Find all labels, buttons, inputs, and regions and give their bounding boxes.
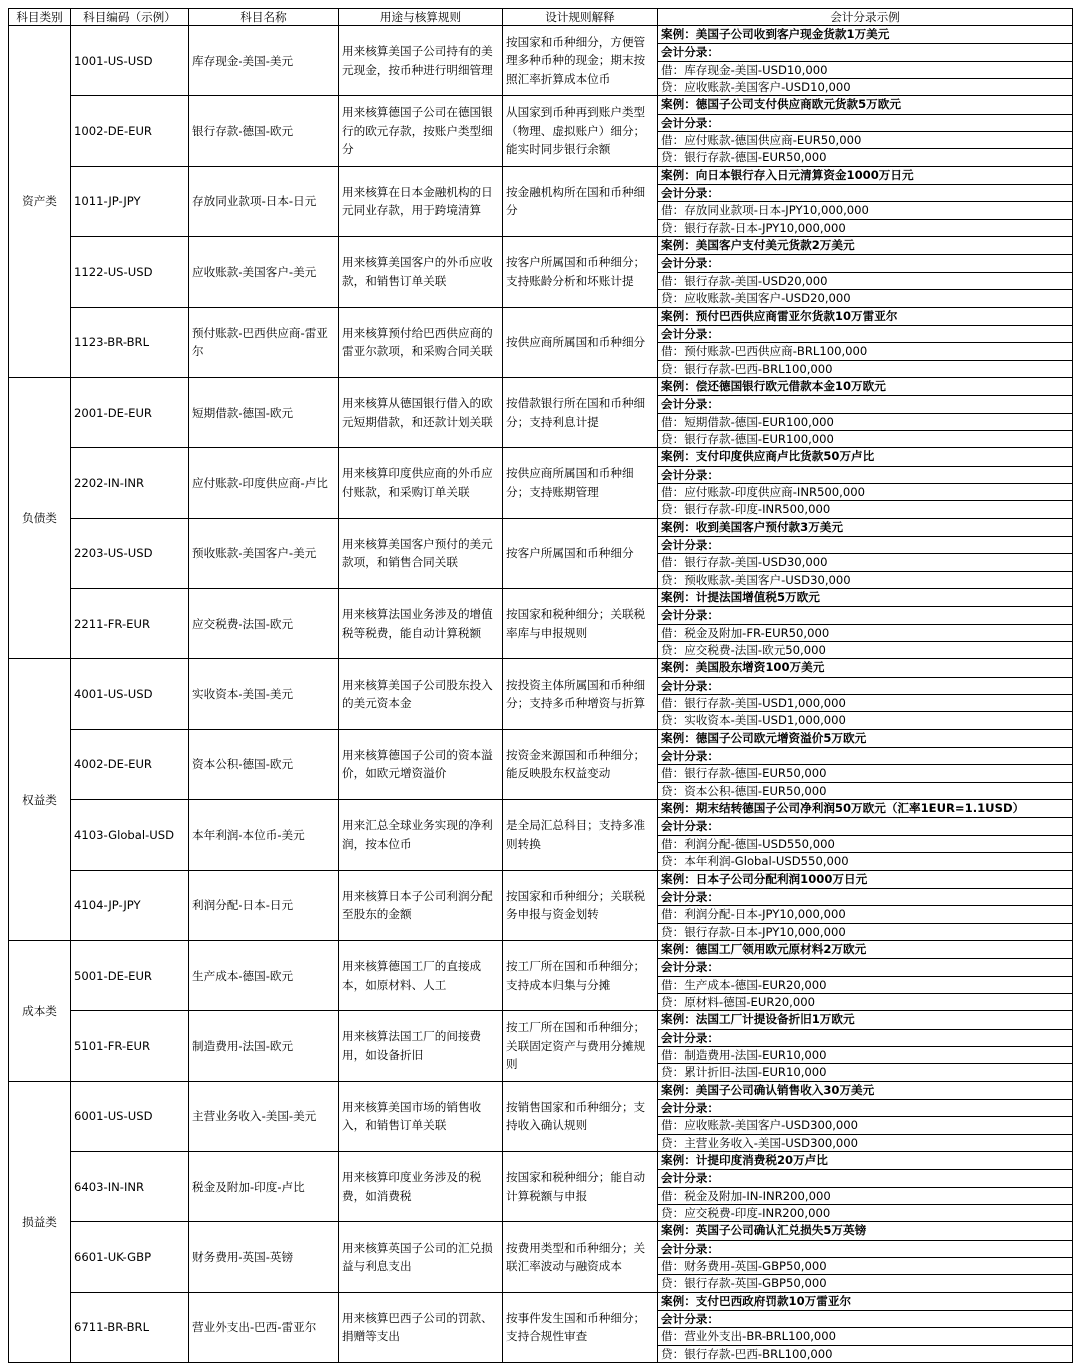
- header-name: 科目名称: [189, 9, 339, 26]
- entry-heading: 会计分录：: [658, 254, 1072, 271]
- account-category: 成本类: [9, 940, 71, 1081]
- usage-rule: 用来核算美国子公司持有的美元现金，按币种进行明细管理: [339, 26, 503, 96]
- table-row: [9, 518, 1073, 588]
- entry-heading: 会计分录：: [658, 1099, 1072, 1116]
- usage-rule: 用来核算美国市场的销售收入，和销售订单关联: [339, 1081, 503, 1151]
- account-code: 5001-DE-EUR: [71, 940, 189, 1010]
- debit-line: 借：预付账款-巴西供应商-BRL100,000: [658, 342, 1072, 359]
- account-code: 1123-BR-BRL: [71, 307, 189, 377]
- credit-line: 贷：应收账款-美国客户-USD20,000: [658, 289, 1072, 306]
- journal-entry-example: [658, 518, 1073, 588]
- table-row: [9, 1081, 1073, 1151]
- header-code: 科目编码（示例）: [71, 9, 189, 26]
- usage-rule: 用来核算日本子公司利润分配至股东的金额: [339, 870, 503, 940]
- chart-of-accounts-table: [8, 8, 1073, 1363]
- debit-line: 借：库存现金-美国-USD10,000: [658, 61, 1072, 78]
- account-name: 资本公积-德国-欧元: [189, 729, 339, 799]
- table-row: [9, 166, 1073, 236]
- account-code: 1001-US-USD: [71, 26, 189, 96]
- usage-rule: 用来核算印度供应商的外币应付账款，和采购订单关联: [339, 448, 503, 518]
- credit-line: 贷：银行存款-日本-JPY10,000,000: [658, 219, 1072, 236]
- debit-line: 借：生产成本-德国-EUR20,000: [658, 976, 1072, 993]
- account-name: 预付账款-巴西供应商-雷亚尔: [189, 307, 339, 377]
- usage-rule: 用来核算美国客户的外币应收款，和销售订单关联: [339, 237, 503, 307]
- journal-entry-example: [658, 729, 1073, 799]
- credit-line: 贷：资本公积-德国-EUR50,000: [658, 782, 1072, 799]
- account-code: 6601-UK-GBP: [71, 1222, 189, 1292]
- entry-heading: 会计分录：: [658, 888, 1072, 905]
- chart-of-accounts-document: [8, 8, 1073, 1363]
- debit-line: 借：应收账款-美国客户-USD300,000: [658, 1116, 1072, 1133]
- journal-entry-example: [658, 1152, 1073, 1222]
- case-line: 案例：计提印度消费税20万卢比: [661, 1153, 828, 1167]
- account-name: 营业外支出-巴西-雷亚尔: [189, 1292, 339, 1362]
- account-code: 6711-BR-BRL: [71, 1292, 189, 1362]
- account-name: 存放同业款项-日本-日元: [189, 166, 339, 236]
- case-line: 案例：偿还德国银行欧元借款本金10万欧元: [661, 378, 886, 393]
- debit-line: 借：银行存款-美国-USD30,000: [658, 553, 1072, 570]
- design-rule: 按国家和币种细分；关联税务申报与资金划转: [503, 870, 658, 940]
- account-code: 1122-US-USD: [71, 237, 189, 307]
- usage-rule: 用来核算英国子公司的汇兑损益与利息支出: [339, 1222, 503, 1292]
- account-code: 6001-US-USD: [71, 1081, 189, 1151]
- case-line: 案例：美国客户支付美元货款2万美元: [661, 238, 855, 253]
- account-code: 4104-JP-JPY: [71, 870, 189, 940]
- account-code: 2203-US-USD: [71, 518, 189, 588]
- account-name: 短期借款-德国-欧元: [189, 377, 339, 447]
- account-code: 4002-DE-EUR: [71, 729, 189, 799]
- journal-entry-example: [658, 1011, 1073, 1081]
- debit-line: 借：税金及附加-IN-INR200,000: [658, 1187, 1072, 1204]
- entry-heading: 会计分录：: [658, 395, 1072, 412]
- case-line: 案例：计提法国增值税5万欧元: [661, 590, 820, 604]
- design-rule: 按事件发生国和币种细分；支持合规性审查: [503, 1292, 658, 1362]
- case-line: 案例：德国工厂领用欧元原材料2万欧元: [661, 941, 867, 956]
- entry-heading: 会计分录：: [658, 466, 1072, 483]
- journal-entry-example: [658, 1222, 1073, 1292]
- entry-heading: 会计分录：: [658, 114, 1072, 131]
- table-row: [9, 377, 1073, 447]
- journal-entry-example: [658, 448, 1073, 518]
- table-row: [9, 1222, 1073, 1292]
- design-rule: 按借款银行所在国和币种细分；支持利息计提: [503, 377, 658, 447]
- table-row: [9, 729, 1073, 799]
- table-row: [9, 800, 1073, 870]
- credit-line: 贷：银行存款-日本-JPY10,000,000: [658, 923, 1072, 940]
- credit-line: 贷：原材料-德国-EUR20,000: [658, 993, 1072, 1010]
- credit-line: 贷：银行存款-巴西-BRL100,000: [658, 360, 1072, 377]
- journal-entry-example: [658, 589, 1073, 659]
- credit-line: 贷：主营业务收入-美国-USD300,000: [658, 1134, 1072, 1151]
- case-line: 案例：预付巴西供应商雷亚尔货款10万雷亚尔: [661, 308, 898, 323]
- account-name: 银行存款-德国-欧元: [189, 96, 339, 166]
- entry-heading: 会计分录：: [658, 958, 1072, 975]
- usage-rule: 用来核算预付给巴西供应商的雷亚尔款项，和采购合同关联: [339, 307, 503, 377]
- journal-entry-example: [658, 1081, 1073, 1151]
- account-name: 应交税费-法国-欧元: [189, 589, 339, 659]
- account-name: 财务费用-英国-英镑: [189, 1222, 339, 1292]
- credit-line: 贷：本年利润-Global-USD550,000: [658, 852, 1072, 869]
- usage-rule: 用来核算德国子公司的资本溢价，如欧元增资溢价: [339, 729, 503, 799]
- table-row: [9, 237, 1073, 307]
- journal-entry-example: [658, 26, 1073, 96]
- journal-entry-example: [658, 870, 1073, 940]
- usage-rule: 用来核算美国客户预付的美元款项，和销售合同关联: [339, 518, 503, 588]
- account-code: 2001-DE-EUR: [71, 377, 189, 447]
- journal-entry-example: [658, 96, 1073, 166]
- design-rule: 按供应商所属国和币种细分: [503, 307, 658, 377]
- debit-line: 借：银行存款-德国-EUR50,000: [658, 764, 1072, 781]
- case-line: 案例：收到美国客户预付款3万美元: [661, 519, 843, 534]
- design-rule: 按资金来源国和币种细分；能反映股东权益变动: [503, 729, 658, 799]
- account-code: 1002-DE-EUR: [71, 96, 189, 166]
- design-rule: 按工厂所在国和币种细分；关联固定资产与费用分摊规则: [503, 1011, 658, 1081]
- table-row: [9, 659, 1073, 729]
- debit-line: 借：税金及附加-FR-EUR50,000: [658, 624, 1072, 641]
- credit-line: 贷：累计折旧-法国-EUR10,000: [658, 1063, 1072, 1080]
- account-name: 库存现金-美国-美元: [189, 26, 339, 96]
- account-name: 应付账款-印度供应商-卢比: [189, 448, 339, 518]
- debit-line: 借：营业外支出-BR-BRL100,000: [658, 1327, 1072, 1344]
- account-code: 2202-IN-INR: [71, 448, 189, 518]
- design-rule: 按投资主体所属国和币种细分；支持多币种增资与折算: [503, 659, 658, 729]
- journal-entry-example: [658, 940, 1073, 1010]
- design-rule: 按费用类型和币种细分；关联汇率波动与融资成本: [503, 1222, 658, 1292]
- design-rule: 按国家和税种细分；关联税率库与申报规则: [503, 589, 658, 659]
- account-name: 税金及附加-印度-卢比: [189, 1152, 339, 1222]
- case-line: 案例：德国子公司欧元增资溢价5万欧元: [661, 730, 867, 745]
- journal-entry-example: [658, 1292, 1073, 1362]
- account-name: 实收资本-美国-美元: [189, 659, 339, 729]
- credit-line: 贷：银行存款-巴西-BRL100,000: [658, 1345, 1072, 1362]
- usage-rule: 用来核算德国工厂的直接成本，如原材料、人工: [339, 940, 503, 1010]
- debit-line: 借：财务费用-英国-GBP50,000: [658, 1257, 1072, 1274]
- account-category: 负债类: [9, 377, 71, 659]
- credit-line: 贷：应交税费-法国-欧元50,000: [658, 641, 1072, 658]
- account-code: 6403-IN-INR: [71, 1152, 189, 1222]
- account-category: 权益类: [9, 659, 71, 941]
- debit-line: 借：利润分配-德国-USD550,000: [658, 835, 1072, 852]
- account-name: 本年利润-本位币-美元: [189, 800, 339, 870]
- journal-entry-example: [658, 659, 1073, 729]
- usage-rule: 用来核算法国工厂的间接费用，如设备折旧: [339, 1011, 503, 1081]
- case-line: 案例：向日本银行存入日元清算资金1000万日元: [661, 167, 914, 182]
- header-entry-example: 会计分录示例: [658, 9, 1073, 26]
- table-row: [9, 1152, 1073, 1222]
- entry-heading: 会计分录：: [658, 184, 1072, 201]
- account-name: 主营业务收入-美国-美元: [189, 1081, 339, 1151]
- usage-rule: 用来核算法国业务涉及的增值税等税费，能自动计算税额: [339, 589, 503, 659]
- entry-heading: 会计分录：: [658, 325, 1072, 342]
- journal-entry-example: [658, 377, 1073, 447]
- entry-heading: 会计分录：: [658, 536, 1072, 553]
- table-row: [9, 96, 1073, 166]
- table-row: [9, 870, 1073, 940]
- credit-line: 贷：应收账款-美国客户-USD10,000: [658, 78, 1072, 95]
- entry-heading: 会计分录：: [658, 1169, 1072, 1186]
- debit-line: 借：制造费用-法国-EUR10,000: [658, 1046, 1072, 1063]
- debit-line: 借：存放同业款项-日本-JPY10,000,000: [658, 201, 1072, 218]
- usage-rule: 用来核算巴西子公司的罚款、捐赠等支出: [339, 1292, 503, 1362]
- header-row: [9, 9, 1073, 26]
- credit-line: 贷：银行存款-德国-EUR100,000: [658, 430, 1072, 447]
- entry-heading: 会计分录：: [658, 1310, 1072, 1327]
- case-line: 案例：日本子公司分配利润1000万日元: [661, 871, 868, 886]
- design-rule: 按客户所属国和币种细分: [503, 518, 658, 588]
- entry-heading: 会计分录：: [658, 1029, 1072, 1046]
- credit-line: 贷：预收账款-美国客户-USD30,000: [658, 571, 1072, 588]
- entry-heading: 会计分录：: [658, 817, 1072, 834]
- header-category: 科目类别: [9, 9, 71, 26]
- case-line: 案例：英国子公司确认汇兑损失5万英镑: [661, 1223, 867, 1238]
- entry-heading: 会计分录：: [658, 677, 1072, 694]
- case-line: 案例：支付巴西政府罚款10万雷亚尔: [661, 1293, 852, 1308]
- design-rule: 按供应商所属国和币种细分；支持账期管理: [503, 448, 658, 518]
- design-rule: 按国家和税种细分；能自动计算税额与申报: [503, 1152, 658, 1222]
- account-code: 1011-JP-JPY: [71, 166, 189, 236]
- account-code: 5101-FR-EUR: [71, 1011, 189, 1081]
- case-line: 案例：德国子公司支付供应商欧元货款5万欧元: [661, 97, 901, 112]
- account-category: 资产类: [9, 26, 71, 378]
- table-row: [9, 940, 1073, 1010]
- usage-rule: 用来汇总全球业务实现的净利润，按本位币: [339, 800, 503, 870]
- debit-line: 借：应付账款-德国供应商-EUR50,000: [658, 131, 1072, 148]
- table-row: [9, 307, 1073, 377]
- design-rule: 按销售国家和币种细分；支持收入确认规则: [503, 1081, 658, 1151]
- case-line: 案例：法国工厂计提设备折旧1万欧元: [661, 1012, 855, 1027]
- usage-rule: 用来核算德国子公司在德国银行的欧元存款，按账户类型细分: [339, 96, 503, 166]
- design-rule: 按金融机构所在国和币种细分: [503, 166, 658, 236]
- design-rule: 按国家和币种细分，方便管理多种币种的现金；期末按照汇率折算成本位币: [503, 26, 658, 96]
- design-rule: 是全局汇总科目；支持多准则转换: [503, 800, 658, 870]
- debit-line: 借：利润分配-日本-JPY10,000,000: [658, 905, 1072, 922]
- design-rule: 从国家到币种再到账户类型（物理、虚拟账户）细分；能实时同步银行余额: [503, 96, 658, 166]
- debit-line: 借：银行存款-美国-USD1,000,000: [658, 694, 1072, 711]
- entry-heading: 会计分录：: [658, 606, 1072, 623]
- journal-entry-example: [658, 166, 1073, 236]
- table-row: [9, 589, 1073, 659]
- account-name: 利润分配-日本-日元: [189, 870, 339, 940]
- entry-heading: 会计分录：: [658, 1240, 1072, 1257]
- table-row: [9, 26, 1073, 96]
- credit-line: 贷：实收资本-美国-USD1,000,000: [658, 711, 1072, 728]
- journal-entry-example: [658, 237, 1073, 307]
- design-rule: 按客户所属国和币种细分；支持账龄分析和坏账计提: [503, 237, 658, 307]
- debit-line: 借：应付账款-印度供应商-INR500,000: [658, 483, 1072, 500]
- account-name: 应收账款-美国客户-美元: [189, 237, 339, 307]
- entry-heading: 会计分录：: [658, 43, 1072, 60]
- account-name: 生产成本-德国-欧元: [189, 940, 339, 1010]
- case-line: 案例：美国股东增资100万美元: [661, 660, 825, 675]
- header-rule: 设计规则解释: [503, 9, 658, 26]
- journal-entry-example: [658, 307, 1073, 377]
- case-line: 案例：美国子公司收到客户现金货款1万美元: [661, 27, 890, 41]
- account-name: 预收账款-美国客户-美元: [189, 518, 339, 588]
- case-line: 案例：支付印度供应商卢比货款50万卢比: [661, 449, 875, 464]
- header-usage: 用途与核算规则: [339, 9, 503, 26]
- usage-rule: 用来核算从德国银行借入的欧元短期借款，和还款计划关联: [339, 377, 503, 447]
- account-code: 4001-US-USD: [71, 659, 189, 729]
- table-row: [9, 1292, 1073, 1362]
- account-code: 2211-FR-EUR: [71, 589, 189, 659]
- case-line: 案例：美国子公司确认销售收入30万美元: [661, 1082, 875, 1097]
- journal-entry-example: [658, 800, 1073, 870]
- design-rule: 按工厂所在国和币种细分；支持成本归集与分摊: [503, 940, 658, 1010]
- table-row: [9, 448, 1073, 518]
- account-name: 制造费用-法国-欧元: [189, 1011, 339, 1081]
- usage-rule: 用来核算印度业务涉及的税费，如消费税: [339, 1152, 503, 1222]
- credit-line: 贷：银行存款-英国-GBP50,000: [658, 1274, 1072, 1291]
- credit-line: 贷：银行存款-印度-INR500,000: [658, 500, 1072, 517]
- account-code: 4103-Global-USD: [71, 800, 189, 870]
- table-body: [9, 26, 1073, 1363]
- usage-rule: 用来核算在日本金融机构的日元同业存款，用于跨境清算: [339, 166, 503, 236]
- debit-line: 借：短期借款-德国-EUR100,000: [658, 413, 1072, 430]
- entry-heading: 会计分录：: [658, 747, 1072, 764]
- debit-line: 借：银行存款-美国-USD20,000: [658, 272, 1072, 289]
- credit-line: 贷：应交税费-印度-INR200,000: [658, 1204, 1072, 1221]
- case-line: 案例：期末结转德国子公司净利润50万欧元（汇率1EUR=1.1USD）: [661, 801, 1025, 816]
- credit-line: 贷：银行存款-德国-EUR50,000: [658, 148, 1072, 165]
- usage-rule: 用来核算美国子公司股东投入的美元资本金: [339, 659, 503, 729]
- account-category: 损益类: [9, 1081, 71, 1363]
- table-row: [9, 1011, 1073, 1081]
